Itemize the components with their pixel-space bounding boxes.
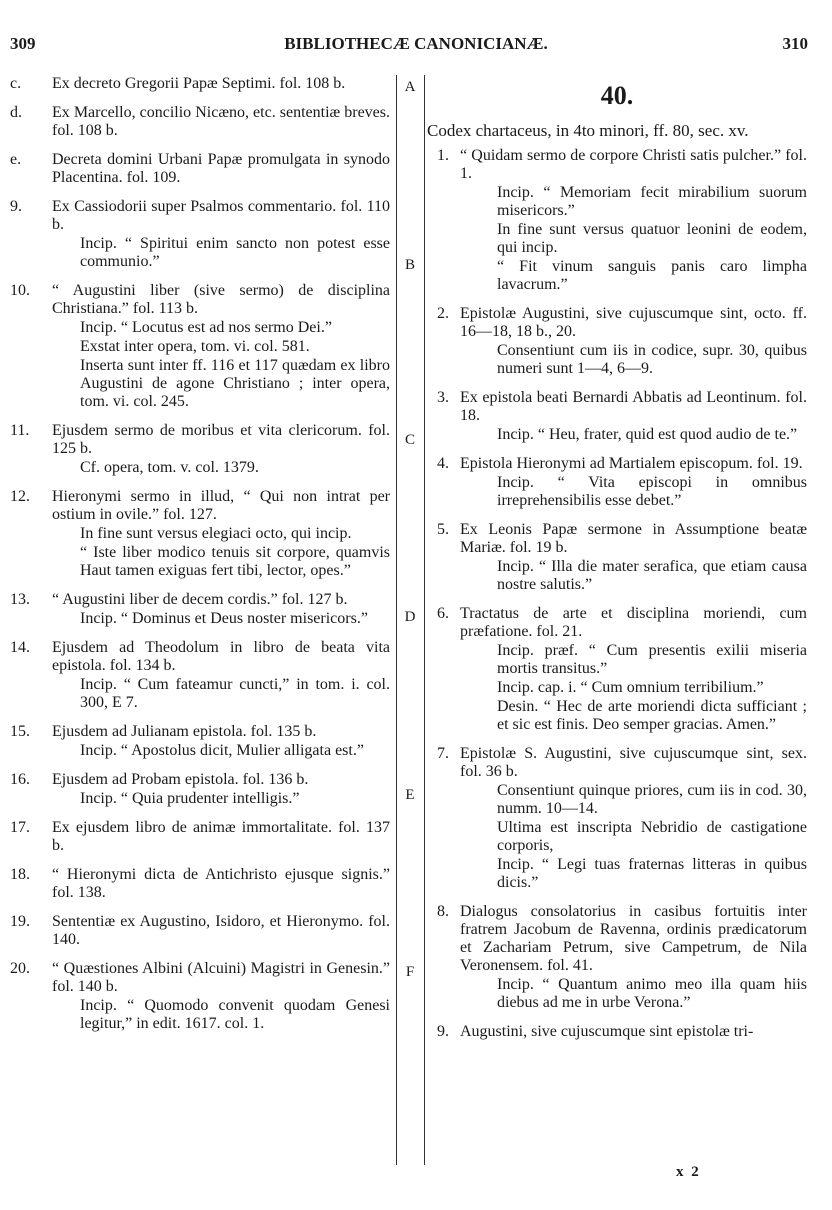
entry-note: Ultima est inscripta Nebridio de castigatione corporis, bbox=[497, 819, 807, 854]
entry-text: Sententiæ ex Augustino, Isidoro, et Hieronymo. fol. 140. bbox=[52, 913, 390, 948]
entry-number: 3. bbox=[437, 389, 449, 406]
entry-note: Incip. “ Dominus et Deus noster misericors.” bbox=[80, 610, 368, 627]
right-entry bbox=[427, 605, 807, 734]
entry-number: 2. bbox=[437, 305, 449, 322]
right-entry bbox=[427, 1023, 807, 1041]
left-entry bbox=[10, 960, 390, 1033]
entry-number: c. bbox=[10, 75, 22, 92]
right-entry bbox=[427, 745, 807, 892]
signature-mark: x 2 bbox=[676, 1164, 701, 1180]
entry-number: 19. bbox=[10, 913, 30, 930]
margin-letter-a: A bbox=[404, 79, 416, 95]
entry-note: Incip. “ Cum fateamur cuncti,” in tom. i. col. 300, E 7. bbox=[80, 676, 390, 711]
entry-note: Exstat inter opera, tom. vi. col. 581. bbox=[80, 338, 310, 355]
entry-text: Epistola Hieronymi ad Martialem episcopum. fol. 19. bbox=[460, 455, 803, 472]
entry-number: 8. bbox=[437, 903, 449, 920]
left-entry bbox=[10, 422, 390, 477]
entry-number: 12. bbox=[10, 488, 30, 505]
entry-number: 16. bbox=[10, 771, 30, 788]
entry-note: Consentiunt cum iis in codice, supr. 30, quibus numeri sunt 1—4, 6—9. bbox=[497, 342, 807, 377]
left-entry bbox=[10, 591, 390, 628]
right-entry-list bbox=[427, 147, 807, 1041]
entry-text: “ Augustini liber de decem cordis.” fol. 127 b. bbox=[52, 591, 348, 608]
left-entry bbox=[10, 819, 390, 855]
entry-text: Ex Leonis Papæ sermone in Assumptione beatæ Mariæ. fol. 19 b. bbox=[460, 521, 807, 556]
entry-number: 7. bbox=[437, 745, 449, 762]
entry-text: Ejusdem ad Probam epistola. fol. 136 b. bbox=[52, 771, 309, 788]
left-entry bbox=[10, 866, 390, 902]
column-rule-right bbox=[424, 75, 425, 1165]
entry-text: “ Quæstiones Albini (Alcuini) Magistri in Genesin.” fol. 140 b. bbox=[52, 960, 390, 995]
right-entry bbox=[427, 455, 807, 510]
entry-text: Decreta domini Urbani Papæ promulgata in synodo Placentina. fol. 109. bbox=[52, 151, 390, 186]
right-entry bbox=[427, 305, 807, 378]
right-page-number: 310 bbox=[782, 34, 808, 53]
margin-letter-c: C bbox=[404, 432, 415, 448]
left-entry bbox=[10, 151, 390, 187]
entry-text: “ Hieronymi dicta de Antichristo ejusque signis.” fol. 138. bbox=[52, 866, 390, 901]
entry-note: Desin. “ Hec de arte moriendi dicta sufficiant ; et sic est finis. Deo semper gracias. Amen.” bbox=[497, 698, 807, 733]
entry-text: Ejusdem ad Julianam epistola. fol. 135 b. bbox=[52, 723, 317, 740]
entry-note: Incip. “ Illa die mater serafica, que etiam causa nostre salutis.” bbox=[497, 558, 807, 593]
left-entry bbox=[10, 639, 390, 712]
left-entry bbox=[10, 198, 390, 271]
codex-description: Codex chartaceus, in 4to minori, ff. 80, sec. xv. bbox=[427, 121, 749, 140]
entry-note: Inserta sunt inter ff. 116 et 117 quædam ex libro Augustini de agone Christiano ; inter opera, tom. vi. col. 245. bbox=[80, 357, 390, 410]
entry-text: Ex ejusdem libro de animæ immortalitate. fol. 137 b. bbox=[52, 819, 390, 854]
entry-text: Dialogus consolatorius in casibus fortuitis inter fratrem Jacobum de Ravenna, ordinis prædicatorum et Zachariam Petrum, sive Campetrum, de Nila Veronensem. fol. 41. bbox=[460, 903, 807, 974]
left-entry bbox=[10, 488, 390, 580]
left-entry bbox=[10, 75, 390, 93]
entry-text: Ejusdem ad Theodolum in libro de beata vita epistola. fol. 134 b. bbox=[52, 639, 390, 674]
entry-note: Incip. “ Heu, frater, quid est quod audio de te.” bbox=[497, 426, 798, 443]
entry-note: Incip. “ Memoriam fecit mirabilium suorum misericors.” bbox=[497, 184, 807, 219]
left-page-number: 309 bbox=[10, 34, 36, 53]
entry-note: Incip. “ Quomodo convenit quodam Genesi legitur,” in edit. 1617. col. 1. bbox=[80, 997, 390, 1032]
entry-note: Consentiunt quinque priores, cum iis in cod. 30, numm. 10—14. bbox=[497, 782, 807, 817]
entry-number: 4. bbox=[437, 455, 449, 472]
entry-number: 6. bbox=[437, 605, 449, 622]
margin-letter-f: F bbox=[405, 964, 415, 980]
codex-number: 40. bbox=[600, 81, 634, 110]
entry-note: “ Iste liber modico tenuis sit corpore, quamvis Haut tamen exiguas fert tibi, lector, opes.” bbox=[80, 544, 390, 579]
entry-note: Incip. “ Quia prudenter intelligis.” bbox=[80, 790, 300, 807]
margin-letter-d: D bbox=[404, 609, 416, 625]
margin-letter-b: B bbox=[404, 257, 415, 273]
entry-text: Ex Cassiodorii super Psalmos commentario. fol. 110 b. bbox=[52, 198, 390, 233]
entry-note: Incip. “ Apostolus dicit, Mulier alligata est.” bbox=[80, 742, 364, 759]
entry-note: Incip. “ Vita episcopi in omnibus irreprehensibilis esse debet.” bbox=[497, 474, 807, 509]
entry-note: In fine sunt versus quatuor leonini de eodem, qui incip. bbox=[497, 221, 807, 256]
entry-note: Incip. “ Legi tuas fraternas litteras in quibus dicis.” bbox=[497, 856, 807, 891]
entry-number: 10. bbox=[10, 282, 30, 299]
entry-text: “ Augustini liber (sive sermo) de disciplina Christiana.” fol. 113 b. bbox=[52, 282, 390, 317]
running-title: BIBLIOTHECÆ CANONICIANÆ. bbox=[284, 34, 548, 53]
entry-text: Ejusdem sermo de moribus et vita clericorum. fol. 125 b. bbox=[52, 422, 390, 457]
entry-number: e. bbox=[10, 151, 22, 168]
right-entry bbox=[427, 147, 807, 294]
left-entry bbox=[10, 913, 390, 949]
entry-number: 14. bbox=[10, 639, 30, 656]
column-rule-left bbox=[396, 75, 397, 1165]
left-entry bbox=[10, 282, 390, 411]
entry-text: Ex epistola beati Bernardi Abbatis ad Leontinum. fol. 18. bbox=[460, 389, 807, 424]
entry-text: Epistolæ S. Augustini, sive cujuscumque sint, sex. fol. 36 b. bbox=[460, 745, 807, 780]
entry-note: In fine sunt versus elegiaci octo, qui incip. bbox=[80, 525, 352, 542]
entry-number: 5. bbox=[437, 521, 449, 538]
margin-letter-e: E bbox=[405, 787, 415, 803]
entry-text: Tractatus de arte et disciplina moriendi, cum præfatione. fol. 21. bbox=[460, 605, 807, 640]
entry-text: Ex Marcello, concilio Nicæno, etc. sententiæ breves. fol. 108 b. bbox=[52, 104, 390, 139]
entry-number: 1. bbox=[437, 147, 449, 164]
entry-text: Hieronymi sermo in illud, “ Qui non intrat per ostium in ovile.” fol. 127. bbox=[52, 488, 390, 523]
entry-number: 17. bbox=[10, 819, 30, 836]
right-entry bbox=[427, 903, 807, 1012]
entry-text: “ Quidam sermo de corpore Christi satis pulcher.” fol. 1. bbox=[460, 147, 807, 182]
entry-number: 18. bbox=[10, 866, 30, 883]
entry-number: d. bbox=[10, 104, 22, 121]
left-entry bbox=[10, 771, 390, 808]
right-column bbox=[427, 75, 807, 1052]
entry-text: Epistolæ Augustini, sive cujuscumque sint, octo. ff. 16—18, 18 b., 20. bbox=[460, 305, 807, 340]
entry-note: “ Fit vinum sanguis panis caro limpha lavacrum.” bbox=[497, 258, 807, 293]
entry-note: Incip. “ Quantum animo meo illa quam hiis diebus ad me in urbe Verona.” bbox=[497, 976, 807, 1011]
entry-number: 9. bbox=[10, 198, 22, 215]
entry-number: 11. bbox=[10, 422, 30, 439]
right-entry bbox=[427, 521, 807, 594]
right-entry bbox=[427, 389, 807, 444]
entry-number: 20. bbox=[10, 960, 30, 977]
left-entry bbox=[10, 104, 390, 140]
entry-note: Cf. opera, tom. v. col. 1379. bbox=[80, 459, 259, 476]
entry-note: Incip. præf. “ Cum presentis exilii miseria mortis transitus.” bbox=[497, 642, 807, 677]
entry-note: Incip. “ Spiritui enim sancto non potest esse communio.” bbox=[80, 235, 390, 270]
entry-text: Augustini, sive cujuscumque sint epistolæ tri- bbox=[460, 1023, 754, 1040]
left-entry bbox=[10, 723, 390, 760]
entry-note: Incip. cap. i. “ Cum omnium terribilium.” bbox=[497, 679, 764, 696]
entry-number: 15. bbox=[10, 723, 30, 740]
entry-text: Ex decreto Gregorii Papæ Septimi. fol. 108 b. bbox=[52, 75, 346, 92]
entry-number: 13. bbox=[10, 591, 30, 608]
entry-note: Incip. “ Locutus est ad nos sermo Dei.” bbox=[80, 319, 332, 336]
entry-number: 9. bbox=[437, 1023, 449, 1040]
left-column bbox=[10, 75, 390, 1044]
